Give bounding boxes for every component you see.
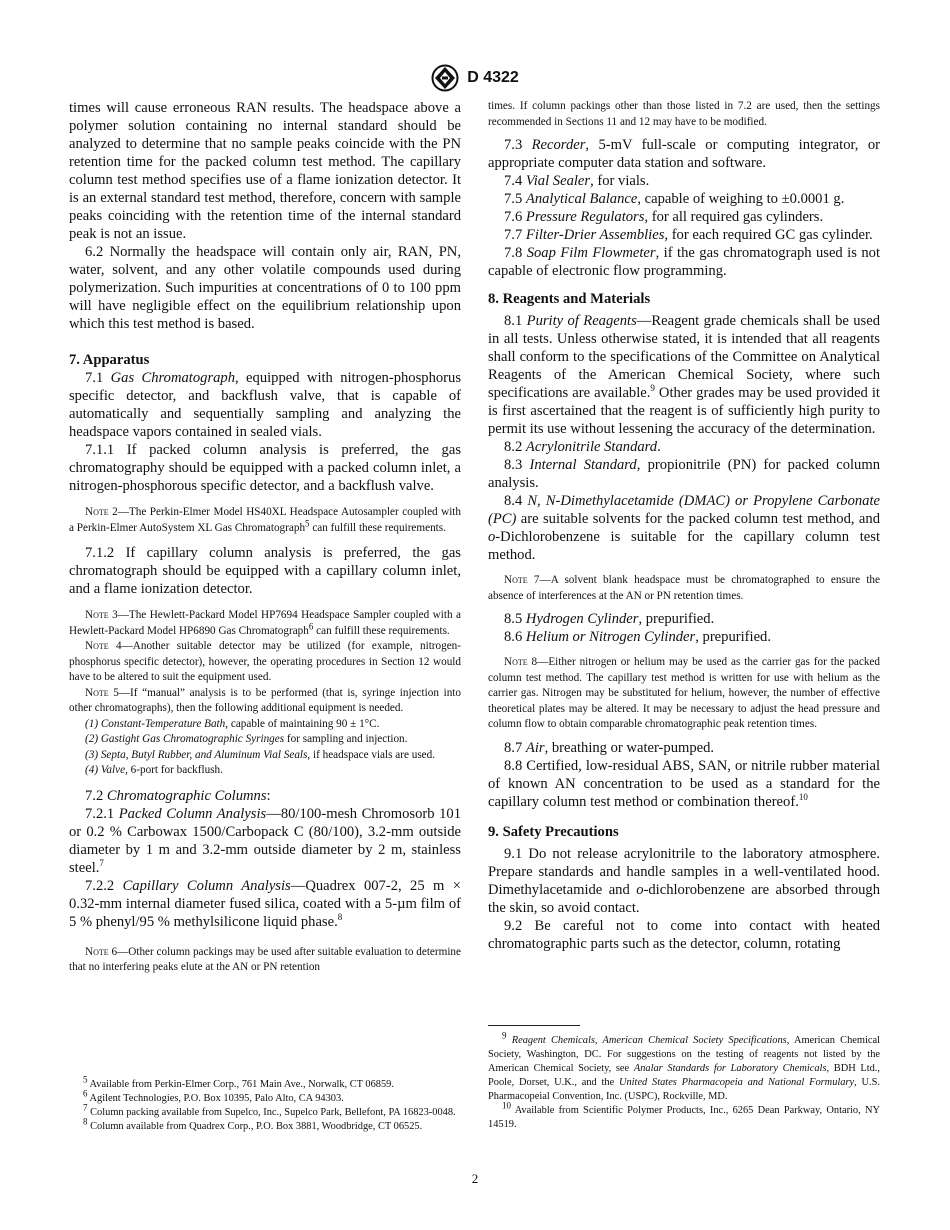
paragraph-8-8: 8.8 Certified, low-residual ABS, SAN, or nitrile rubber material of known AN concentration to be used as a standard for the capillary column test method or combination thereof.$^{10}$ — [488, 757, 880, 810]
paragraph-8-5: 8.5 Hydrogen Cylinder, prepurified. — [504, 611, 715, 627]
section-8-heading: 8. Reagents and Materials — [488, 291, 651, 307]
paragraph-7-8: 7.8 Soap Film Flowmeter, if the gas chromatograph used is not capable of electronic flow programming. — [488, 245, 881, 279]
footnote-7: $^7$ Column packing available from Supelco, Inc., Supelco Park, Bellefont, PA 16823-0048. — [83, 1102, 456, 1118]
left-footnotes — [69, 1074, 461, 1134]
note-3: Note 3—The Hewlett-Packard Model HP7694 Headspace Sampler coupled with a Hewlett-Packard Model HP6890 Gas Chromatograph$^6$ can fulfill these requirements. — [69, 609, 461, 637]
paragraph-8-2: 8.2 Acrylonitrile Standard. — [504, 439, 661, 455]
right-column — [488, 99, 880, 953]
note-7: Note 7—A solvent blank headspace must be chromatographed to ensure the absence of interferences at the AN or PN retention times. — [488, 574, 880, 602]
paragraph-7-2-2: 7.2.2 Capillary Column Analysis—Quadrex 007-2, 25 m × 0.32-mm internal diameter fused silica, coated with a 5-µm film of 5 % phenyl/95 % methylsilicone liquid phase.$^8$ — [69, 877, 461, 930]
note-6-continued: times. If column packings other than those listed in 7.2 are used, then the settings recommended in Sections 11 and 12 may have to be modified. — [488, 100, 880, 128]
note-5-item-1: (1) Constant-Temperature Bath, capable of maintaining 90 ± 1°C. — [85, 717, 380, 730]
paragraph-7-6: 7.6 Pressure Regulators, for all required gas cylinders. — [504, 209, 824, 225]
footnote-rule — [488, 1025, 580, 1026]
note-2: Note 2—The Perkin-Elmer Model HS40XL Headspace Autosampler coupled with a Perkin-Elmer AutoSystem XL Gas Chromatograph$^5$ can fulfill these requirements. — [69, 506, 461, 534]
left-column — [69, 99, 461, 976]
paragraph-9-2: 9.2 Be careful not to come into contact with heated chromatographic parts such as the detector, column, rotating — [488, 917, 880, 952]
note-8: Note 8—Either nitrogen or helium may be used as the carrier gas for the packed column test method. The capillary test method is written for use with helium as the carrier gas. Nitrogen may be substituted for helium, however, the number of effective theoretical plates may be altered. It may be necessary to adjust the head pressure and column flow to obtain comparable chromatographic peak retention times. — [488, 656, 880, 730]
paragraph-7-7: 7.7 Filter-Drier Assemblies, for each required GC gas cylinder. — [504, 227, 873, 243]
paragraph-7-1: 7.1 Gas Chromatograph, equipped with nitrogen-phosphorus specific detector, and backflush valve, that is capable of automatically and sequentially sampling and analyzing the headspace vapors contained in sealed vials. — [69, 370, 462, 440]
paragraph-7-2-1: 7.2.1 Packed Column Analysis—80/100-mesh Chromosorb 101 or 0.2 % Carbowax 1500/Carbopack C (80/100), 3.2-mm outside diameter by 1 m and 3.2-mm outside diameter by 2 m, stainless steel.$^7$ — [69, 805, 461, 876]
footnote-6: $^6$ Agilent Technologies, P.O. Box 10395, Palo Alto, CA 94303. — [83, 1088, 344, 1104]
note-5-item-4: (4) Valve, 6-port for backflush. — [85, 764, 223, 776]
page-header — [0, 64, 950, 92]
paragraph-8-7: 8.7 Air, breathing or water-pumped. — [504, 739, 715, 756]
standard-designation: D 4322 — [467, 69, 519, 86]
paragraph-7-5: 7.5 Analytical Balance, capable of weighing to ±0.0001 g. — [504, 191, 845, 207]
note-6: Note 6—Other column packings may be used after suitable evaluation to determine that no interfering peaks elute at the AN or PN retention — [69, 945, 461, 973]
paragraph-7-3: 7.3 Recorder, 5-mV full-scale or computing integrator, or appropriate computer data station and software. — [488, 137, 880, 171]
footnote-8: $^8$ Column available from Quadrex Corp., P.O. Box 3881, Woodbridge, CT 06525. — [83, 1116, 423, 1132]
note-5: Note 5—If “manual” analysis is to be performed (that is, syringe injection into other chromatographs), then the following additional equipment is needed. — [69, 686, 461, 714]
paragraph-7-2: 7.2 Chromatographic Columns: — [85, 787, 271, 804]
paragraph-7-1-1: 7.1.1 If packed column analysis is preferred, the gas chromatography should be equipped with a packed column inlet, a nitrogen-phosphorous specific detector, and a backflush valve. — [69, 442, 461, 494]
note-4: Note 4—Another suitable detector may be utilized (for example, nitrogen-phosphorus specific detector), however, the operating procedures in Section 12 would have to be altered to suit the equipment used. — [69, 640, 461, 683]
right-footnotes — [488, 1025, 880, 1132]
note-5-item-3: (3) Septa, Butyl Rubber, and Aluminum Vial Seals, if headspace vials are used. — [85, 748, 436, 761]
footnote-9: $^9$ Reagent Chemicals, American Chemical Society Specifications, American Chemical Society, Washington, DC. For suggestions on the testing of reagents not listed by the American Chemical Society, see Analar Standards for Laboratory Chemicals, BDH Ltd., Poole, Dorset, U.K., and the United States Pharmacopeia and National Formulary, U.S. Pharmacopeial Convention, Inc. (USPC), Rockville, MD. — [488, 1030, 881, 1102]
paragraph-8-6: 8.6 Helium or Nitrogen Cylinder, prepurified. — [504, 629, 771, 645]
paragraph-6-2: 6.2 Normally the headspace will contain only air, RAN, PN, water, solvent, and any other volatile compounds used during polymerization. Such impurities at concentrations of 0 to 100 ppm will have negligible effect on the equilibrium relationship upon which this test method is based. — [69, 244, 461, 332]
footnote-10: $^{10}$ Available from Scientific Polymer Products, Inc., 6265 Dean Parkway, Ontario, NY 14519. — [488, 1100, 880, 1130]
section-9-heading: 9. Safety Precautions — [488, 823, 619, 840]
footnote-5: $^5$ Available from Perkin-Elmer Corp., 761 Main Ave., Norwalk, CT 06859. — [83, 1074, 394, 1090]
page-number: 2 — [471, 1171, 479, 1186]
astm-logo-icon — [431, 64, 459, 92]
section-7-heading: 7. Apparatus — [69, 352, 150, 368]
paragraph-9-1: 9.1 Do not release acrylonitrile to the laboratory atmosphere. Prepare standards and handle samples in a well-ventilated hood. Dimethylacetamide and o-dichlorobenzene are absorbed through the skin, so avoid contact. — [488, 845, 881, 916]
paragraph-8-4: 8.4 N, N-Dimethylacetamide (DMAC) or Propylene Carbonate (PC) are suitable solvents for the packed column test method, and o-Dichlorobenzene is suitable for the capillary column test method. — [488, 493, 880, 563]
paragraph-8-3: 8.3 Internal Standard, propionitrile (PN) for packed column analysis. — [488, 457, 881, 491]
paragraph-7-4: 7.4 Vial Sealer, for vials. — [504, 173, 650, 189]
paragraph-6-1-continued: times will cause erroneous RAN results. The headspace above a polymer solution containing no internal standard should be analyzed to determine that no sample peaks coincide with the PN retention time for the packed column test method. The capillary column test method specifies use of a flame ionization detector. It is an external standard test method, therefore, concern with sample peaks coinciding with the retention time of the internal standard peak is not an issue. — [69, 100, 461, 242]
note-5-item-2: (2) Gastight Gas Chromatographic Syringes for sampling and injection. — [85, 733, 408, 745]
paragraph-8-1: 8.1 Purity of Reagents—Reagent grade chemicals shall be used in all tests. Unless otherwise stated, it is intended that all reagents shall conform to the specifications of the Committee on Analytical Reagents of the American Chemical Society, where such specifications are available.$^9$ Other grades may be used provided it is first ascertained that the reagent is of sufficiently high purity to permit its use without lessening the accuracy of the determination. — [488, 313, 881, 437]
paragraph-7-1-2: 7.1.2 If capillary column analysis is preferred, the gas chromatograph should be equipped with a capillary column inlet, and a flame ionization detector. — [69, 545, 461, 597]
